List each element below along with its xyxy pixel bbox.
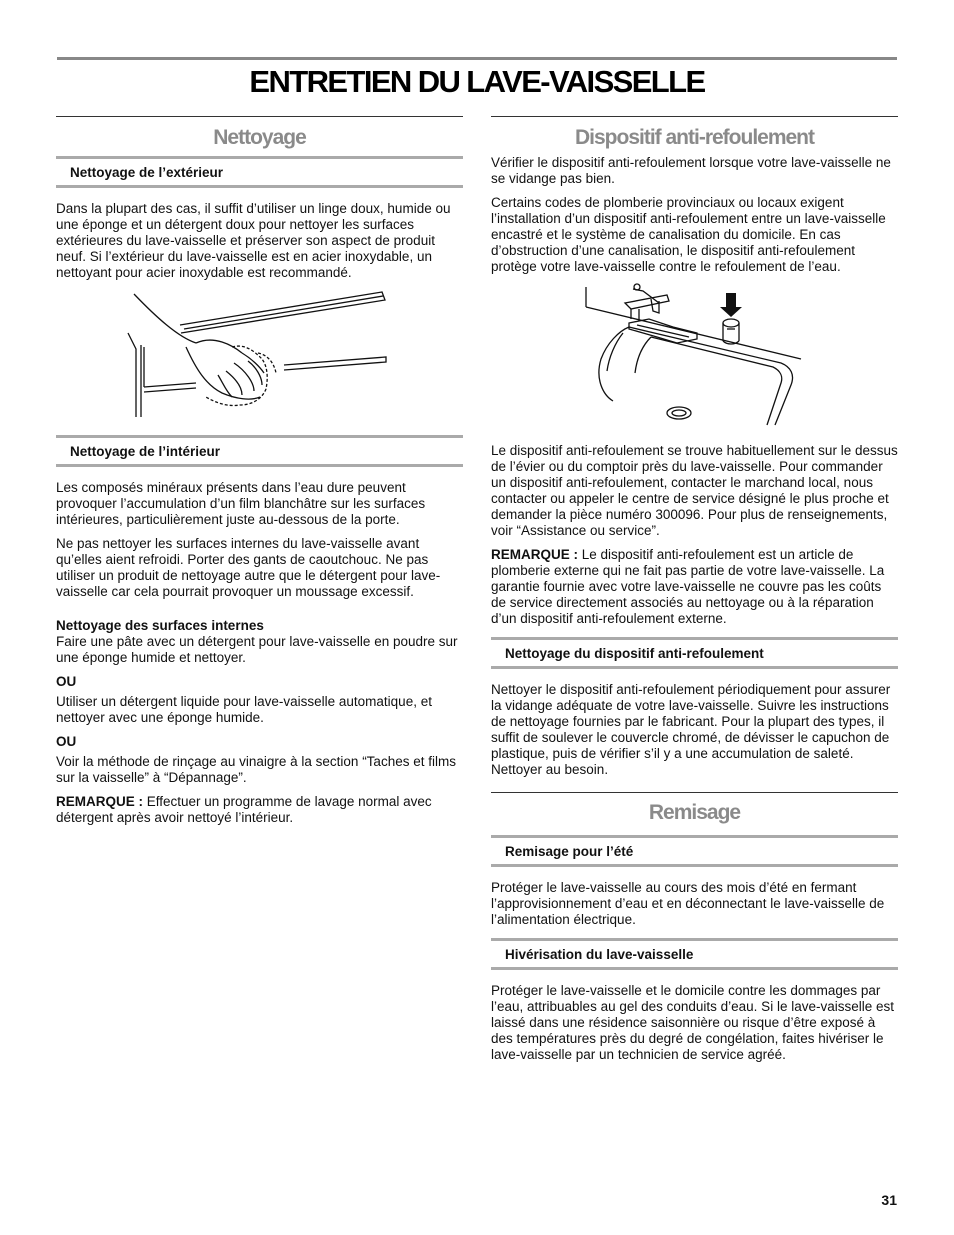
cleaning-device-paragraph: Nettoyer le dispositif anti-refoulement périodiquement pour assurer la vidange adéquate de votre lave-vaisselle. Suivre les instructions de nettoyage fournies par le fabricant. Pour la plupart des types, il suffit de soulever le couvercle chromé, de dévisser le capuchon de plastique, puis de vérifier s’il y a une accumulation de saleté. Nettoyer au besoin. xyxy=(491,682,891,777)
or-label-1: OU xyxy=(56,674,77,689)
note-text: Effectuer un programme de lavage normal avec détergent après avoir nettoyé l’intérieur. xyxy=(56,794,432,825)
section-title-remisage: Remisage xyxy=(648,801,741,824)
subheading-winter: Hivérisation du lave-vaisselle xyxy=(491,938,898,970)
subheading-interior: Nettoyage de l’intérieur xyxy=(56,435,463,467)
exterior-paragraph: Dans la plupart des cas, il suffit d’utiliser un linge doux, humide ou une éponge et un détergent doux pour nettoyer les surfaces extérieures du lave-vaisselle et préserver son aspect de produit neuf. Si l’extérieur du lave-vaisselle est en acier inoxydable, un nettoyant pour acier inoxydable est recommandé. xyxy=(56,201,451,280)
subheading-summer: Remisage pour l’été xyxy=(491,835,898,867)
subheading-cleaning-device: Nettoyage du dispositif anti-refoulement xyxy=(491,637,898,669)
winter-paragraph: Protéger le lave-vaisselle et le domicile contre les dommages par l’eau, attribuables au gel des conduits d’eau. Si le lave-vaisselle est laissé dans une résidence saisonnière ou risque d’être exposé à des températures près du degré de congélation, faites hivériser le lave-vaisselle par un technicien de service agréé. xyxy=(491,983,894,1062)
subheading-exterior: Nettoyage de l’extérieur xyxy=(56,156,463,188)
section-rule xyxy=(491,116,898,117)
page-title: ENTRETIEN DU LAVE-VAISSELLE xyxy=(249,64,705,99)
anti-refoulement-note xyxy=(491,547,898,627)
air-gap-illustration xyxy=(491,283,898,435)
section-title-nettoyage: Nettoyage xyxy=(213,126,306,149)
interior-paragraph-1: Les composés minéraux présents dans l’eau dure peuvent provoquer l’accumulation d’un film blanchâtre sur les surfaces intérieures, particulièrement juste au-dessous de la porte. xyxy=(56,480,426,527)
note-text: Le dispositif anti-refoulement est un article de plomberie externe qui ne fait pas partie de votre lave-vaisselle. La garantie fournie avec votre lave-vaisselle ne couvre pas les coûts de service directement associés au nettoyage ou à la réparation d’un dispositif anti-refoulement externe. xyxy=(491,547,885,626)
section-rule xyxy=(56,116,463,117)
top-rule xyxy=(57,57,897,60)
left-column xyxy=(56,116,463,834)
right-column xyxy=(491,116,898,1071)
note-label: REMARQUE : xyxy=(491,547,578,562)
section-title-anti-refoulement: Dispositif anti-refoulement xyxy=(574,126,815,149)
anti-refoulement-paragraph-2: Certains codes de plomberie provinciaux ou locaux exigent l’installation d’un dispositif anti-refoulement entre un lave-vaisselle encastré et le système de canalisation du domicile. En cas d’obstruction d’une canalisation, le dispositif anti-refoulement protège votre lave-vaisselle contre le refoulement de l’eau. xyxy=(491,195,886,274)
internal-paragraph-1: Faire une pâte avec un détergent pour lave-vaisselle en poudre sur une éponge humide et nettoyer. xyxy=(56,634,458,665)
note-label: REMARQUE : xyxy=(56,794,143,809)
or-label-2: OU xyxy=(56,734,77,749)
internal-paragraph-3: Voir la méthode de rinçage au vinaigre à la section “Taches et films sur la vaisselle” à “Dépannage”. xyxy=(56,754,456,785)
internal-surfaces-heading: Nettoyage des surfaces internes xyxy=(56,618,264,633)
section-rule xyxy=(491,792,898,793)
summer-paragraph: Protéger le lave-vaisselle au cours des mois d’été en fermant l’approvisionnement d’eau et en déconnectant le lave-vaisselle de l’alimentation électrique. xyxy=(491,880,885,927)
anti-refoulement-paragraph-1: Vérifier le dispositif anti-refoulement lorsque votre lave-vaisselle ne se vidange pas bien. xyxy=(491,155,891,186)
page-number: 31 xyxy=(881,1192,897,1208)
anti-refoulement-paragraph-3: Le dispositif anti-refoulement se trouve habituellement sur le dessus de l’évier ou du comptoir près du lave-vaisselle. Pour commander un dispositif anti-refoulement, contacter le marchand local, nous contacter ou appeler le centre de service désigné le plus proche et demander la pièce numéro 300096. Pour plus de renseignements, voir “Assistance ou service”. xyxy=(491,443,898,538)
internal-paragraph-2: Utiliser un détergent liquide pour lave-vaisselle automatique, et nettoyer avec une éponge humide. xyxy=(56,694,432,725)
interior-note xyxy=(56,794,463,826)
interior-paragraph-2: Ne pas nettoyer les surfaces internes du lave-vaisselle avant qu’elles aient refroidi. Porter des gants de caoutchouc. Ne pas utiliser un produit de nettoyage autre que le détergent pour lave-vaisselle car cela pourrait provoquer un moussage excessif. xyxy=(56,536,441,599)
exterior-cleaning-illustration xyxy=(56,289,463,419)
